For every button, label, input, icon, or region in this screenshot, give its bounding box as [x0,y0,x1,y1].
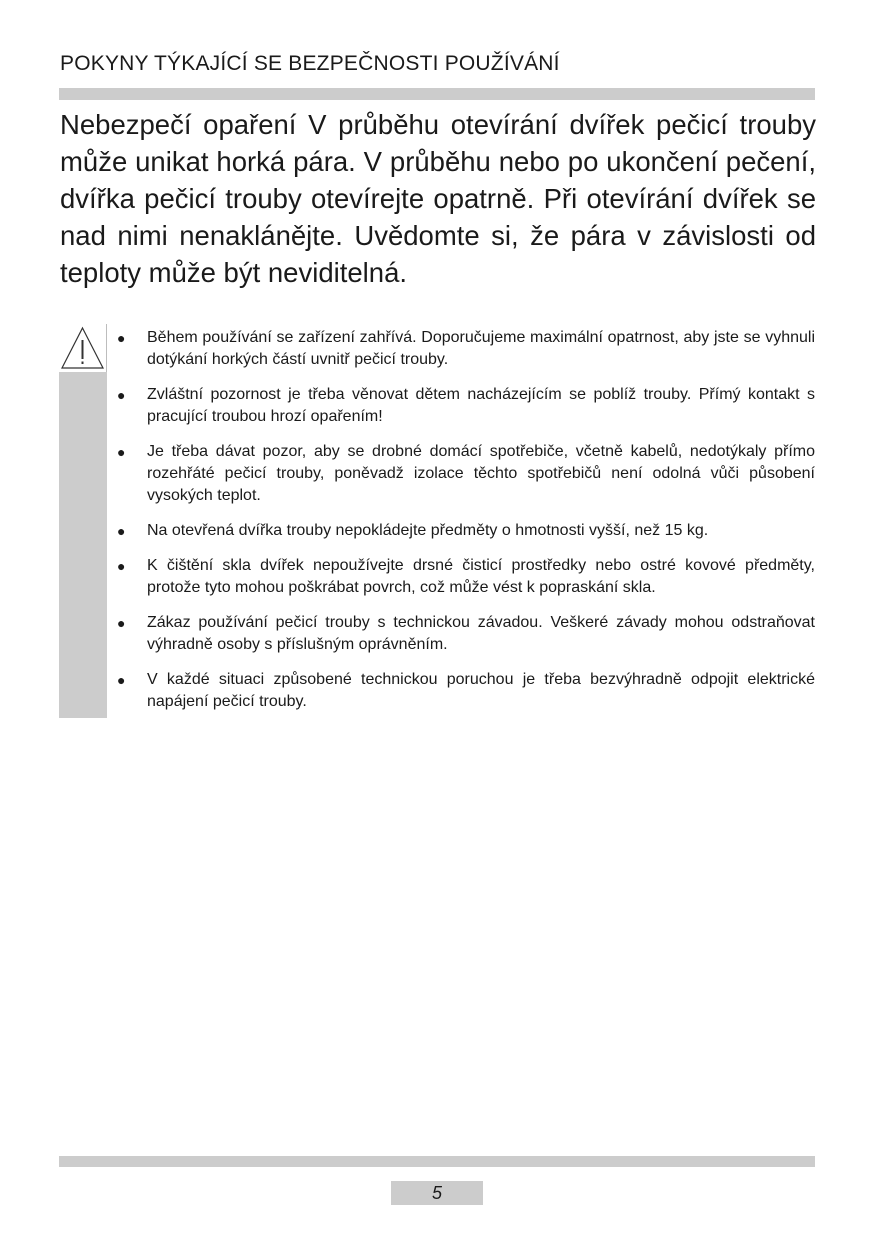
list-item-text: Během používání se zařízení zahřívá. Doporučujeme maximální opatrnost, aby jste se vyhnuli dotýkání horkých částí uvnitř pečicí trouby. [147,329,815,368]
footer-divider [59,1156,815,1167]
page-title: POKYNY TÝKAJÍCÍ SE BEZPEČNOSTI POUŽÍVÁNÍ [60,52,560,75]
safety-list [113,327,815,726]
warning-triangle-icon [59,324,107,372]
list-item-text: V každé situaci způsobené technickou poruchou je třeba bezvýhradně odpojit elektrické napájení pečicí trouby. [147,671,815,710]
list-item [113,555,815,599]
list-item-text: K čištění skla dvířek nepoužívejte drsné čisticí prostředky nebo ostré kovové předměty, protože tyto mohou poškrábat povrch, což může vést k popraskání skla. [147,557,815,596]
header-divider [59,88,815,100]
bullet-icon: ● [117,330,126,346]
list-item [113,520,815,542]
bullet-icon: ● [117,523,126,539]
page-number: 5 [391,1181,483,1205]
bullet-icon: ● [117,558,126,574]
list-item [113,384,815,428]
list-item-text: Zvláštní pozornost je třeba věnovat dětem nacházejícím se poblíž trouby. Přímý kontakt s pracující troubou hrozí opařením! [147,386,815,425]
list-item [113,327,815,371]
bullet-icon: ● [117,387,126,403]
warning-sidebar [59,324,107,718]
bullet-icon: ● [117,615,126,631]
list-item [113,612,815,656]
list-item [113,669,815,713]
bullet-icon: ● [117,444,126,460]
list-item-text: Je třeba dávat pozor, aby se drobné domácí spotřebiče, včetně kabelů, nedotýkaly přímo rozehřáté pečicí trouby, poněvadž izolace těchto spotřebičů není odolná vůči působení vysokých teplot. [147,443,815,504]
list-item [113,441,815,507]
list-item-text: Zákaz používání pečicí trouby s technickou závadou. Veškeré závady mohou odstraňovat výhradně osoby s příslušným oprávněním. [147,614,815,653]
bullet-icon: ● [117,672,126,688]
lead-paragraph: Nebezpečí opaření V průběhu otevírání dvířek pečicí trouby může unikat horká pára. V průběhu nebo po ukončení pečení, dvířka pečicí trouby otevírejte opatrně. Při otevírání dvířek se nad nimi nenaklánějte. Uvědomte si, že pára v závislosti od teploty může být neviditelná. [60,109,816,288]
list-item-text: Na otevřená dvířka trouby nepokládejte předměty o hmotnosti vyšší, než 15 kg. [147,522,709,539]
